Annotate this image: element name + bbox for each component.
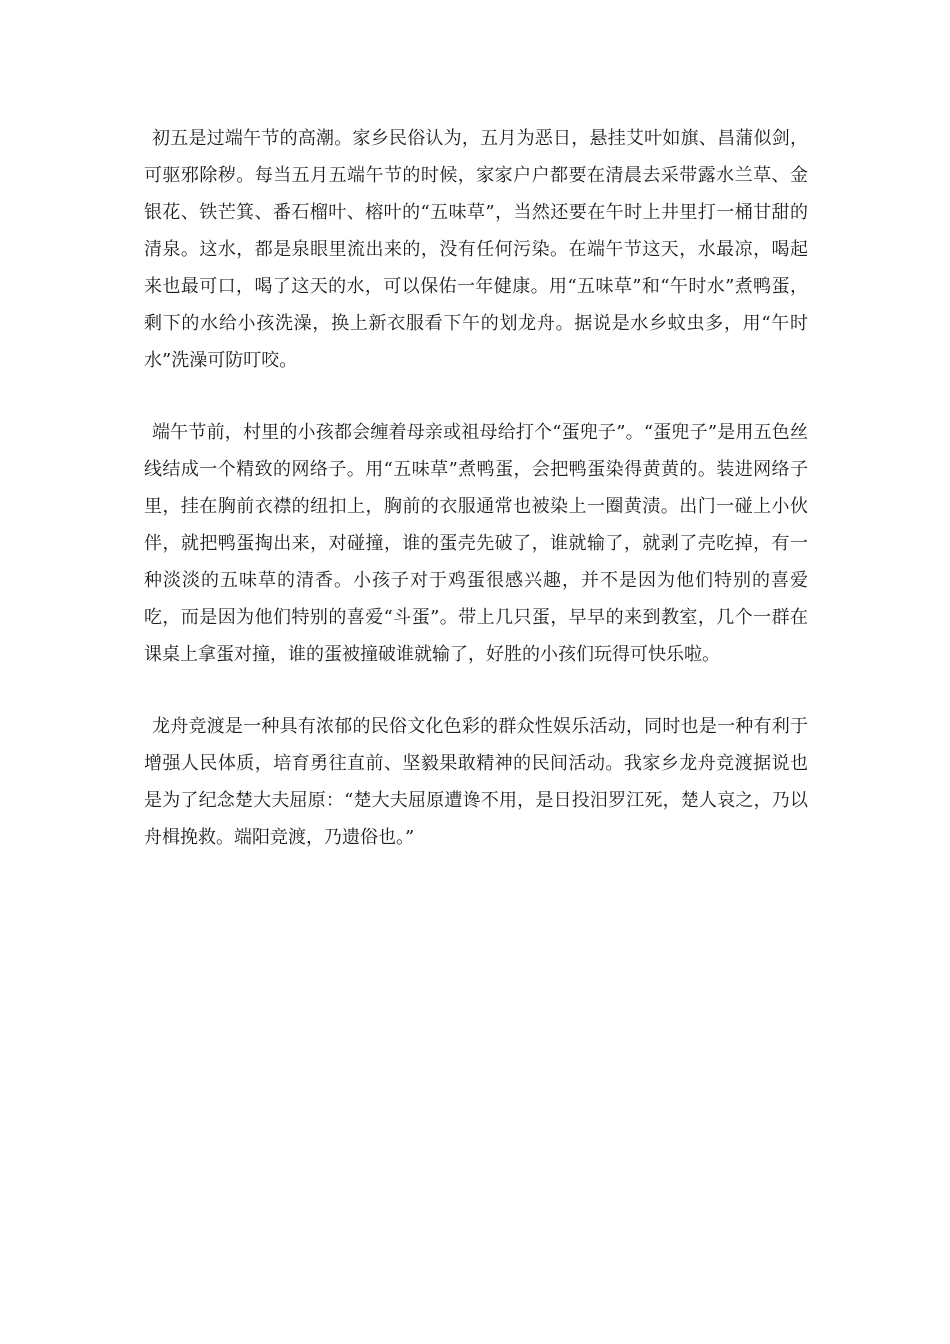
document-body	[144, 120, 808, 891]
paragraph-dragon-boat-race: 龙舟竞渡是一种具有浓郁的民俗文化色彩的群众性娱乐活动，同时也是一种有利于增强人民体质，培育勇往直前、坚毅果敢精神的民间活动。我家乡龙舟竞渡据说也是为了纪念楚大夫屈原：“楚大夫屈原遭谗不用，是日投汨罗江死，楚人哀之，乃以舟楫挽救。端阳竞渡，乃遗俗也。”	[144, 716, 808, 848]
paragraph-egg-pouch: 端午节前，村里的小孩都会缠着母亲或祖母给打个“蛋兜子”。“蛋兜子”是用五色丝线结成一个精致的网络子。用“五味草”煮鸭蛋，会把鸭蛋染得黄黄的。装进网络子里，挂在胸前衣襟的纽扣上，胸前的衣服通常也被染上一圈黄渍。出门一碰上小伙伴，就把鸭蛋掏出来，对碰撞，谁的蛋壳先破了，谁就输了，就剥了壳吃掉，有一种淡淡的五味草的清香。小孩子对于鸡蛋很感兴趣，并不是因为他们特别的喜爱吃，而是因为他们特别的喜爱“斗蛋”。带上几只蛋，早早的来到教室，几个一群在课桌上拿蛋对撞，谁的蛋被撞破谁就输了，好胜的小孩们玩得可快乐啦。	[144, 422, 808, 665]
paragraph-dragon-boat-festival-customs: 初五是过端午节的高潮。家乡民俗认为，五月为恶日，悬挂艾叶如旗、昌蒲似剑，可驱邪除秽。每当五月五端午节的时候，家家户户都要在清晨去采带露水兰草、金银花、铁芒箕、番石榴叶、榕叶的“五味草”，当然还要在午时上井里打一桶甘甜的清泉。这水，都是泉眼里流出来的，没有任何污染。在端午节这天，水最凉，喝起来也最可口，喝了这天的水，可以保佑一年健康。用“五味草”和“午时水”煮鸭蛋，剩下的水给小孩洗澡，换上新衣服看下午的划龙舟。据说是水乡蚊虫多，用“午时水”洗澡可防叮咬。	[144, 128, 808, 371]
